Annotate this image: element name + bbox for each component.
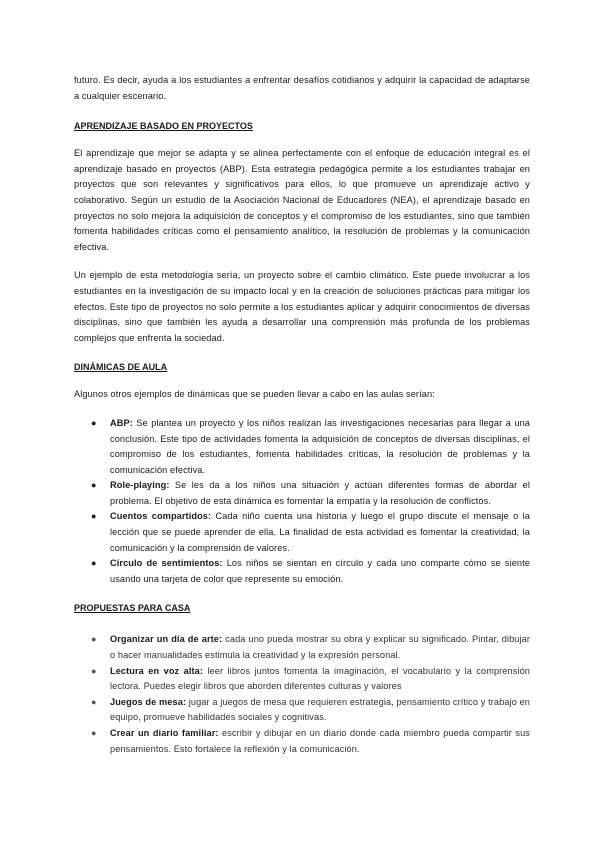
heading-propuestas-para-casa: PROPUESTAS PARA CASA — [74, 603, 191, 614]
list-item — [74, 632, 530, 663]
list-item — [74, 556, 530, 587]
list-item-text: Se plantea un proyecto y los niños realizan las investigaciones necesarias para llegar a una conclusión. Este tipo de actividades fomenta la adquisición de conceptos de diversas disciplinas, el compromiso de los estudiantes, fomenta habilidades críticas, la resolución de problemas y la comunicación efectiva. — [110, 417, 530, 475]
list-item-label: Crear un diario familiar: — [110, 728, 219, 738]
list-item-label: Organizar un día de arte: — [110, 634, 223, 645]
list-item-label: Cuentos compartidos: — [110, 511, 212, 522]
list-item-label: ABP: — [110, 417, 133, 428]
list-item — [74, 416, 530, 478]
bullet-icon: ● — [91, 634, 97, 645]
bullet-icon: ● — [91, 417, 97, 428]
list-item-text: cada uno pueda mostrar su obra y explicar su significado. Pintar, dibujar o hacer manualidades estimula la creatividad y la expresión personal. — [110, 634, 531, 661]
list-item — [74, 726, 530, 757]
list-item-text: leer libros juntos fomenta la imaginación, el vocabulario y la comprensión lectora. Puedes elegir libros que aborden diferentes culturas y valores — [110, 665, 530, 692]
list-item-text: escribir y dibujar en un diario donde cada miembro pueda compartir sus pensamientos. Esto fortalece la reflexión y la comunicación. — [110, 728, 530, 754]
dinamicas-list — [74, 416, 530, 588]
bullet-icon: ● — [91, 665, 97, 676]
list-item — [74, 664, 530, 695]
list-item-text: Los niños se sientan en círculo y cada uno comparte cómo se siente usando una tarjeta de color que represente su emoción. — [110, 558, 530, 584]
list-item-label: Role-playing: — [110, 480, 170, 491]
bullet-icon: ● — [91, 558, 97, 569]
bullet-icon: ● — [91, 480, 97, 491]
list-item — [74, 695, 530, 726]
list-item-label: Juegos de mesa: — [110, 696, 187, 707]
abp-paragraph-2: Un ejemplo de esta metodología sería, un proyecto sobre el cambio climático. Este puede involucrar a los estudiantes en la investigación de su impacto local y en la creación de soluciones prácticas para mitigar los efectos. Este tipo de proyectos no solo permite a los estudiantes aplicar y adquirir conocimientos de diversas disciplinas, sino que también les ayuda a desarrollar una comprensión más profunda de los problemas complejos que enfrenta la sociedad. — [74, 270, 530, 343]
propuestas-list — [74, 632, 530, 757]
list-item-label: Lectura en voz alta: — [110, 665, 204, 676]
heading-dinamicas-de-aula: DINÁMICAS DE AULA — [74, 362, 168, 373]
document-body — [74, 73, 530, 757]
intro-paragraph: futuro. Es decir, ayuda a los estudiantes a enfrentar desafíos cotidianos y adquirir la capacidad de adaptarse a cualquier escenario. — [74, 75, 530, 101]
heading-aprendizaje-basado-en-proyectos: APRENDIZAJE BASADO EN PROYECTOS — [74, 121, 253, 132]
list-item-text: Cada niño cuenta una historia y luego el grupo discute el mensaje o la lección que se puede aprender de ella. La finalidad de esta actividad es fomentar la creatividad, la comunicación y la comprensión de valores. — [110, 511, 531, 553]
abp-paragraph-1: El aprendizaje que mejor se adapta y se alinea perfectamente con el enfoque de educación integral es el aprendizaje basado en proyectos (ABP). Esta estrategia pedagógica permite a los estudiantes trabajar en proyectos que son relevantes y significativos para ellos, lo que promueve un aprendizaje activo y colaborativo. Según un estudio de la Asociación Nacional de Educadores (NEA), el aprendizaje basado en proyectos no solo mejora la adquisición de conceptos y el compromiso de los estudiantes, sino que también fomenta habilidades críticas como el pensamiento analítico, la resolución de problemas y la comunicación efectiva. — [74, 148, 530, 252]
bullet-icon: ● — [91, 696, 97, 707]
bullet-icon: ● — [91, 728, 97, 738]
list-item-label: Círculo de sentimientos: — [110, 558, 223, 569]
list-item — [74, 478, 530, 509]
list-item-text: Se les da a los niños una situación y actúan diferentes formas de abordar el problema. El objetivo de esta dinámica es fomentar la empatía y la resolución de conflictos. — [110, 480, 530, 506]
bullet-icon: ● — [91, 511, 97, 522]
list-item-text: jugar a juegos de mesa que requieren estrategia, pensamiento crítico y trabajo en equipo, promueve habilidades sociales y cognitivas. — [110, 696, 530, 723]
list-item — [74, 509, 530, 556]
dinamicas-intro: Algunos otros ejemplos de dinámicas que se pueden llevar a cabo en las aulas serían: — [74, 389, 435, 400]
